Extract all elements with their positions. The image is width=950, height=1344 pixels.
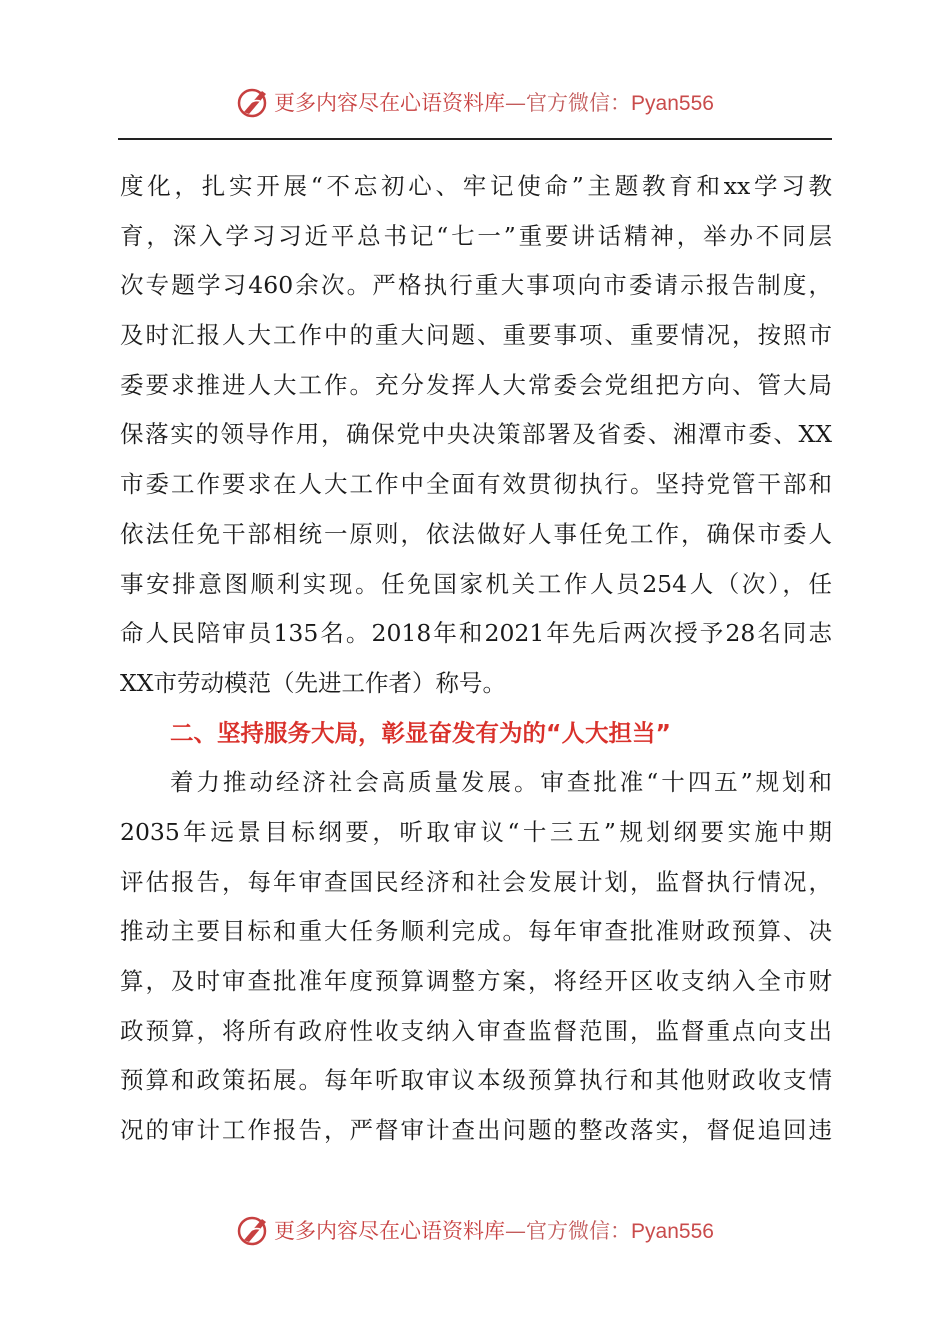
paragraph-line: 算，及时审查批准年度预算调整方案，将经开区收支纳入全市财 (120, 967, 832, 995)
footer-banner (0, 1210, 950, 1250)
paragraph-line: 育，深入学习习近平总书记“七一”重要讲话精神，举办不同层 (120, 221, 832, 250)
paragraph-line: XX市劳动模范（先进工作者）称号。 (120, 668, 506, 697)
paragraph-line: 况的审计工作报告，严督审计查出问题的整改落实，督促追回违 (120, 1116, 832, 1145)
paragraph-line: 2035年远景目标纲要，听取审议“十三五”规划纲要实施中期 (120, 817, 832, 846)
document-body (120, 162, 832, 1156)
header-text (274, 87, 714, 117)
paragraph-line: 着力推动经济社会高质量发展。审查批准“十四五”规划和 (170, 768, 832, 797)
pen-circle-logo-icon (236, 85, 270, 119)
paragraph-line: 市委工作要求在人大工作中全面有效贯彻执行。坚持党管干部和 (120, 470, 832, 499)
paragraph-line: 次专题学习460余次。严格执行重大事项向市委请示报告制度， (120, 271, 832, 300)
footer-text (274, 1215, 714, 1245)
paragraph-line: 推动主要目标和重大任务顺利完成。每年审查批准财政预算、决 (120, 917, 832, 946)
paragraph-line: 评估报告，每年审查国民经济和社会发展计划，监督执行情况， (120, 867, 832, 896)
header-title: 更多内容尽在心语资料库 (274, 91, 506, 115)
section-heading: 二、坚持服务大局，彰显奋发有为的“人大担当” (170, 718, 671, 747)
footer-title: 更多内容尽在心语资料库 (274, 1219, 506, 1243)
footer-wechat-id: Pyan556 (631, 1220, 714, 1243)
paragraph-line: 命人民陪审员135名。2018年和2021年先后两次授予28名同志 (120, 619, 832, 648)
paragraph-line: 事安排意图顺利实现。任免国家机关工作人员254人（次），任 (120, 569, 832, 598)
header-banner (0, 82, 950, 122)
header-wechat-label: —官方微信： (505, 91, 632, 115)
paragraph-line: 度化，扎实开展“不忘初心、牢记使命”主题教育和xx学习教 (120, 172, 832, 200)
paragraph-line: 及时汇报人大工作中的重大问题、重要事项、重要情况，按照市 (120, 321, 832, 350)
paragraph-line: 预算和政策拓展。每年听取审议本级预算执行和其他财政收支情 (120, 1066, 832, 1095)
paragraph-line: 依法任免干部相统一原则，依法做好人事任免工作，确保市委人 (120, 519, 832, 548)
paragraph-line: 委要求推进人大工作。充分发挥人大常委会党组把方向、管大局 (120, 370, 832, 399)
header-divider (118, 138, 832, 140)
paragraph-line: 保落实的领导作用，确保党中央决策部署及省委、湘潭市委、XX (120, 420, 832, 449)
header-wechat-id: Pyan556 (631, 92, 714, 115)
paragraph-line: 政预算，将所有政府性收支纳入审查监督范围，监督重点向支出 (120, 1016, 832, 1045)
footer-wechat-label: —官方微信： (505, 1219, 632, 1243)
pen-circle-logo-icon (236, 1213, 270, 1247)
